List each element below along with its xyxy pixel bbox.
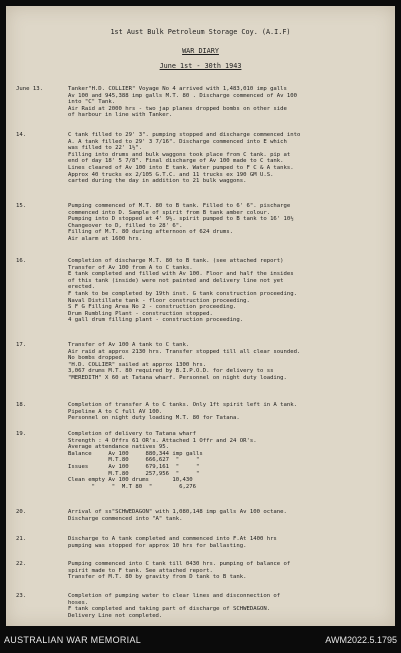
entry-date: 23.	[16, 593, 27, 599]
entry-line: Arrival of ss"SCHWEDAGON" with 1,080,148 imp galls Av 100 octane.	[68, 509, 287, 515]
entry-line: 4 gall drum filling plant - construction proceeding.	[68, 317, 244, 324]
entry-line: M.T.80 666,627 " "	[68, 457, 200, 464]
entry-line: was filled to 22' 1½".	[68, 145, 143, 152]
entry-line: Pumping commenced into C tank till 0430 hrs. pumping of balance of	[68, 561, 291, 567]
entry-date: 20.	[16, 509, 27, 515]
entry-line: "H.D. COLLIER" sailed at approx 1300 hrs.	[68, 361, 207, 368]
unit-title: 1st Aust Bulk Petroleum Storage Coy. (A.I.F)	[110, 28, 291, 36]
diary-period: June 1st - 30th 1943	[159, 62, 242, 70]
entry-line: of this tank (inside) were not painted and delivery line not yet	[68, 277, 284, 284]
entry-date: 18.	[16, 402, 27, 408]
entry-line: Discharge commenced into "A" tank.	[68, 515, 183, 522]
entry-line: hoses.	[68, 599, 89, 606]
entry-line: Completion of discharge M.T. 80 to B tank. (see attached report)	[68, 258, 284, 264]
diary-page	[6, 6, 395, 626]
entry-line: Filling into drums and bulk waggons took place from C tank. pip at	[68, 151, 291, 158]
entry-line: Air alarm at 1600 hrs.	[68, 235, 143, 242]
entry-line: Air Raid at 2000 hrs - two jap planes dropped bombs on other side	[68, 105, 287, 112]
entry-line: Balance Av 100 880,344 imp galls	[68, 450, 203, 457]
entry-line: F tank to be completed by 19th inst. G tank construction proceeding.	[68, 290, 298, 297]
entry-line: Transfer of Av 100 A tank to C tank.	[68, 342, 190, 348]
entry-line: end of day 18' 5 7/8". Final discharge of Av 100 made to C tank.	[68, 158, 284, 165]
entry-line: Naval Distillate tank - floor construction proceeding.	[68, 297, 250, 304]
entry-line: spirit made to F tank. See attached report.	[68, 567, 213, 574]
entry-line: pumping was stopped for approx 10 hrs for ballasting.	[68, 542, 247, 549]
entry-line: Personnel on night duty loading M.T. 80 for Tatana.	[68, 415, 240, 422]
entry-line: 3,067 drums M.T. 80 required by B.I.P.O.D. for delivery to ss	[68, 368, 274, 375]
entry-text	[68, 402, 390, 422]
entry-text	[68, 536, 390, 549]
entry-line: Tanker"H.D. COLLIER" Voyage No 4 arrived with 1,483,010 imp galls	[68, 86, 287, 92]
entry-line: E tank completed and filled with Av 100. Floor and half the insides	[68, 271, 294, 278]
entry-line: No bombs dropped.	[68, 355, 126, 362]
entry-line: Pipeline A to C full AV 100.	[68, 408, 163, 415]
entry-line: Strength : 4 Offrs 61 OR's. Attached 1 Offr and 24 OR's.	[68, 437, 257, 444]
entry-text	[68, 342, 390, 382]
entry-line: Pumping into D stopped at 4' 9½. spirit pumped to B tank to 16' 10½	[68, 216, 294, 223]
entry-line: " " M.T 80 " 6,276	[68, 483, 196, 490]
entry-line: Completion of pumping water to clear lines and disconnection of	[68, 593, 281, 599]
entry-line: C tank filled to 29' 3". pumping stopped and discharge commenced into	[68, 132, 301, 138]
entry-line: Average attendance natives 95.	[68, 444, 170, 451]
diary-title: WAR DIARY	[182, 47, 219, 55]
entry-line: Issues Av 100 679,161 " "	[68, 463, 200, 470]
entry-line: Transfer of Av 100 from A to C tanks.	[68, 264, 193, 271]
entry-line: Approx 40 trucks ex 2/105 G.T.C. and 11 trucks ex 190 GM U.S.	[68, 171, 274, 178]
entry-date: 16.	[16, 258, 27, 264]
entry-line: of harbour in line with Tanker.	[68, 112, 173, 119]
entry-line: Filling of M.T. 80 during afternoon of 624 drums.	[68, 229, 234, 236]
entry-date: 21.	[16, 536, 27, 542]
entry-text	[68, 258, 390, 324]
entry-text	[68, 593, 390, 619]
entry-line: Changeover to D, filled to 28' 6".	[68, 222, 183, 229]
entry-text	[68, 431, 390, 490]
entry-line: Discharge to A tank completed and commenced into F.At 1400 hrs	[68, 536, 277, 542]
entry-date: 14.	[16, 132, 27, 138]
entry-line: Clean empty Av 100 drums 10,430	[68, 477, 193, 484]
footer-bar	[0, 626, 401, 653]
entry-line: Air raid at approx 2130 hrs. Transfer stopped till all clear sounded.	[68, 348, 301, 355]
entry-date: 15.	[16, 203, 27, 209]
entry-line: M.T.80 257,956 " "	[68, 470, 200, 477]
entry-text	[68, 561, 390, 581]
entry-line: Pumping commenced of M.T. 80 to B tank. Filled to 6' 6". pischarge	[68, 203, 291, 209]
entry-line: Completion of transfer A to C tanks. Only 1ft spirit left in A tank.	[68, 402, 298, 408]
footer-accession-number: AWM2022.5.1795	[325, 635, 397, 645]
entry-line: Drum Rumbling Plant - construction stopped.	[68, 310, 213, 317]
entry-line: "MEREDITH" X 60 at Tatana wharf. Personnel on night duty loading.	[68, 374, 287, 381]
entry-date: June 13.	[16, 86, 43, 92]
entry-date: 22.	[16, 561, 27, 567]
entry-line: F tank completed and taking part of discharge of SCHWEDAGON.	[68, 606, 271, 613]
entry-line: Delivery Line not completed.	[68, 612, 163, 619]
entry-line: Av 100 and 945,388 imp galls M.T. 80 . Discharge commenced of Av 100	[68, 92, 298, 99]
entry-line: A. A tank filled to 29' 3 7/16". Discharge commenced into E which	[68, 138, 287, 145]
entry-line: commenced into D. Sample of spirit from B tank amber colour.	[68, 209, 271, 216]
entry-date: 17.	[16, 342, 27, 348]
entry-line: Transfer of M.T. 80 by gravity from D tank to B tank.	[68, 574, 247, 581]
entry-text	[68, 203, 390, 243]
entry-text	[68, 86, 390, 119]
entry-line: erected.	[68, 284, 95, 291]
entry-line: Completion of delivery to Tatana wharf	[68, 431, 196, 437]
entry-line: S F G Filling Area No 2 - construction proceeding.	[68, 304, 237, 311]
entry-line: into "C" Tank.	[68, 99, 116, 106]
entry-date: 19.	[16, 431, 27, 437]
entry-text	[68, 509, 390, 522]
footer-institution: AUSTRALIAN WAR MEMORIAL	[4, 635, 142, 645]
entry-text	[68, 132, 390, 185]
entry-line: Lines cleared of Av 100 into E tank. Water pumped to F C & A tanks.	[68, 164, 294, 171]
entry-line: carted during the day in addition to 21 bulk waggons.	[68, 178, 247, 185]
